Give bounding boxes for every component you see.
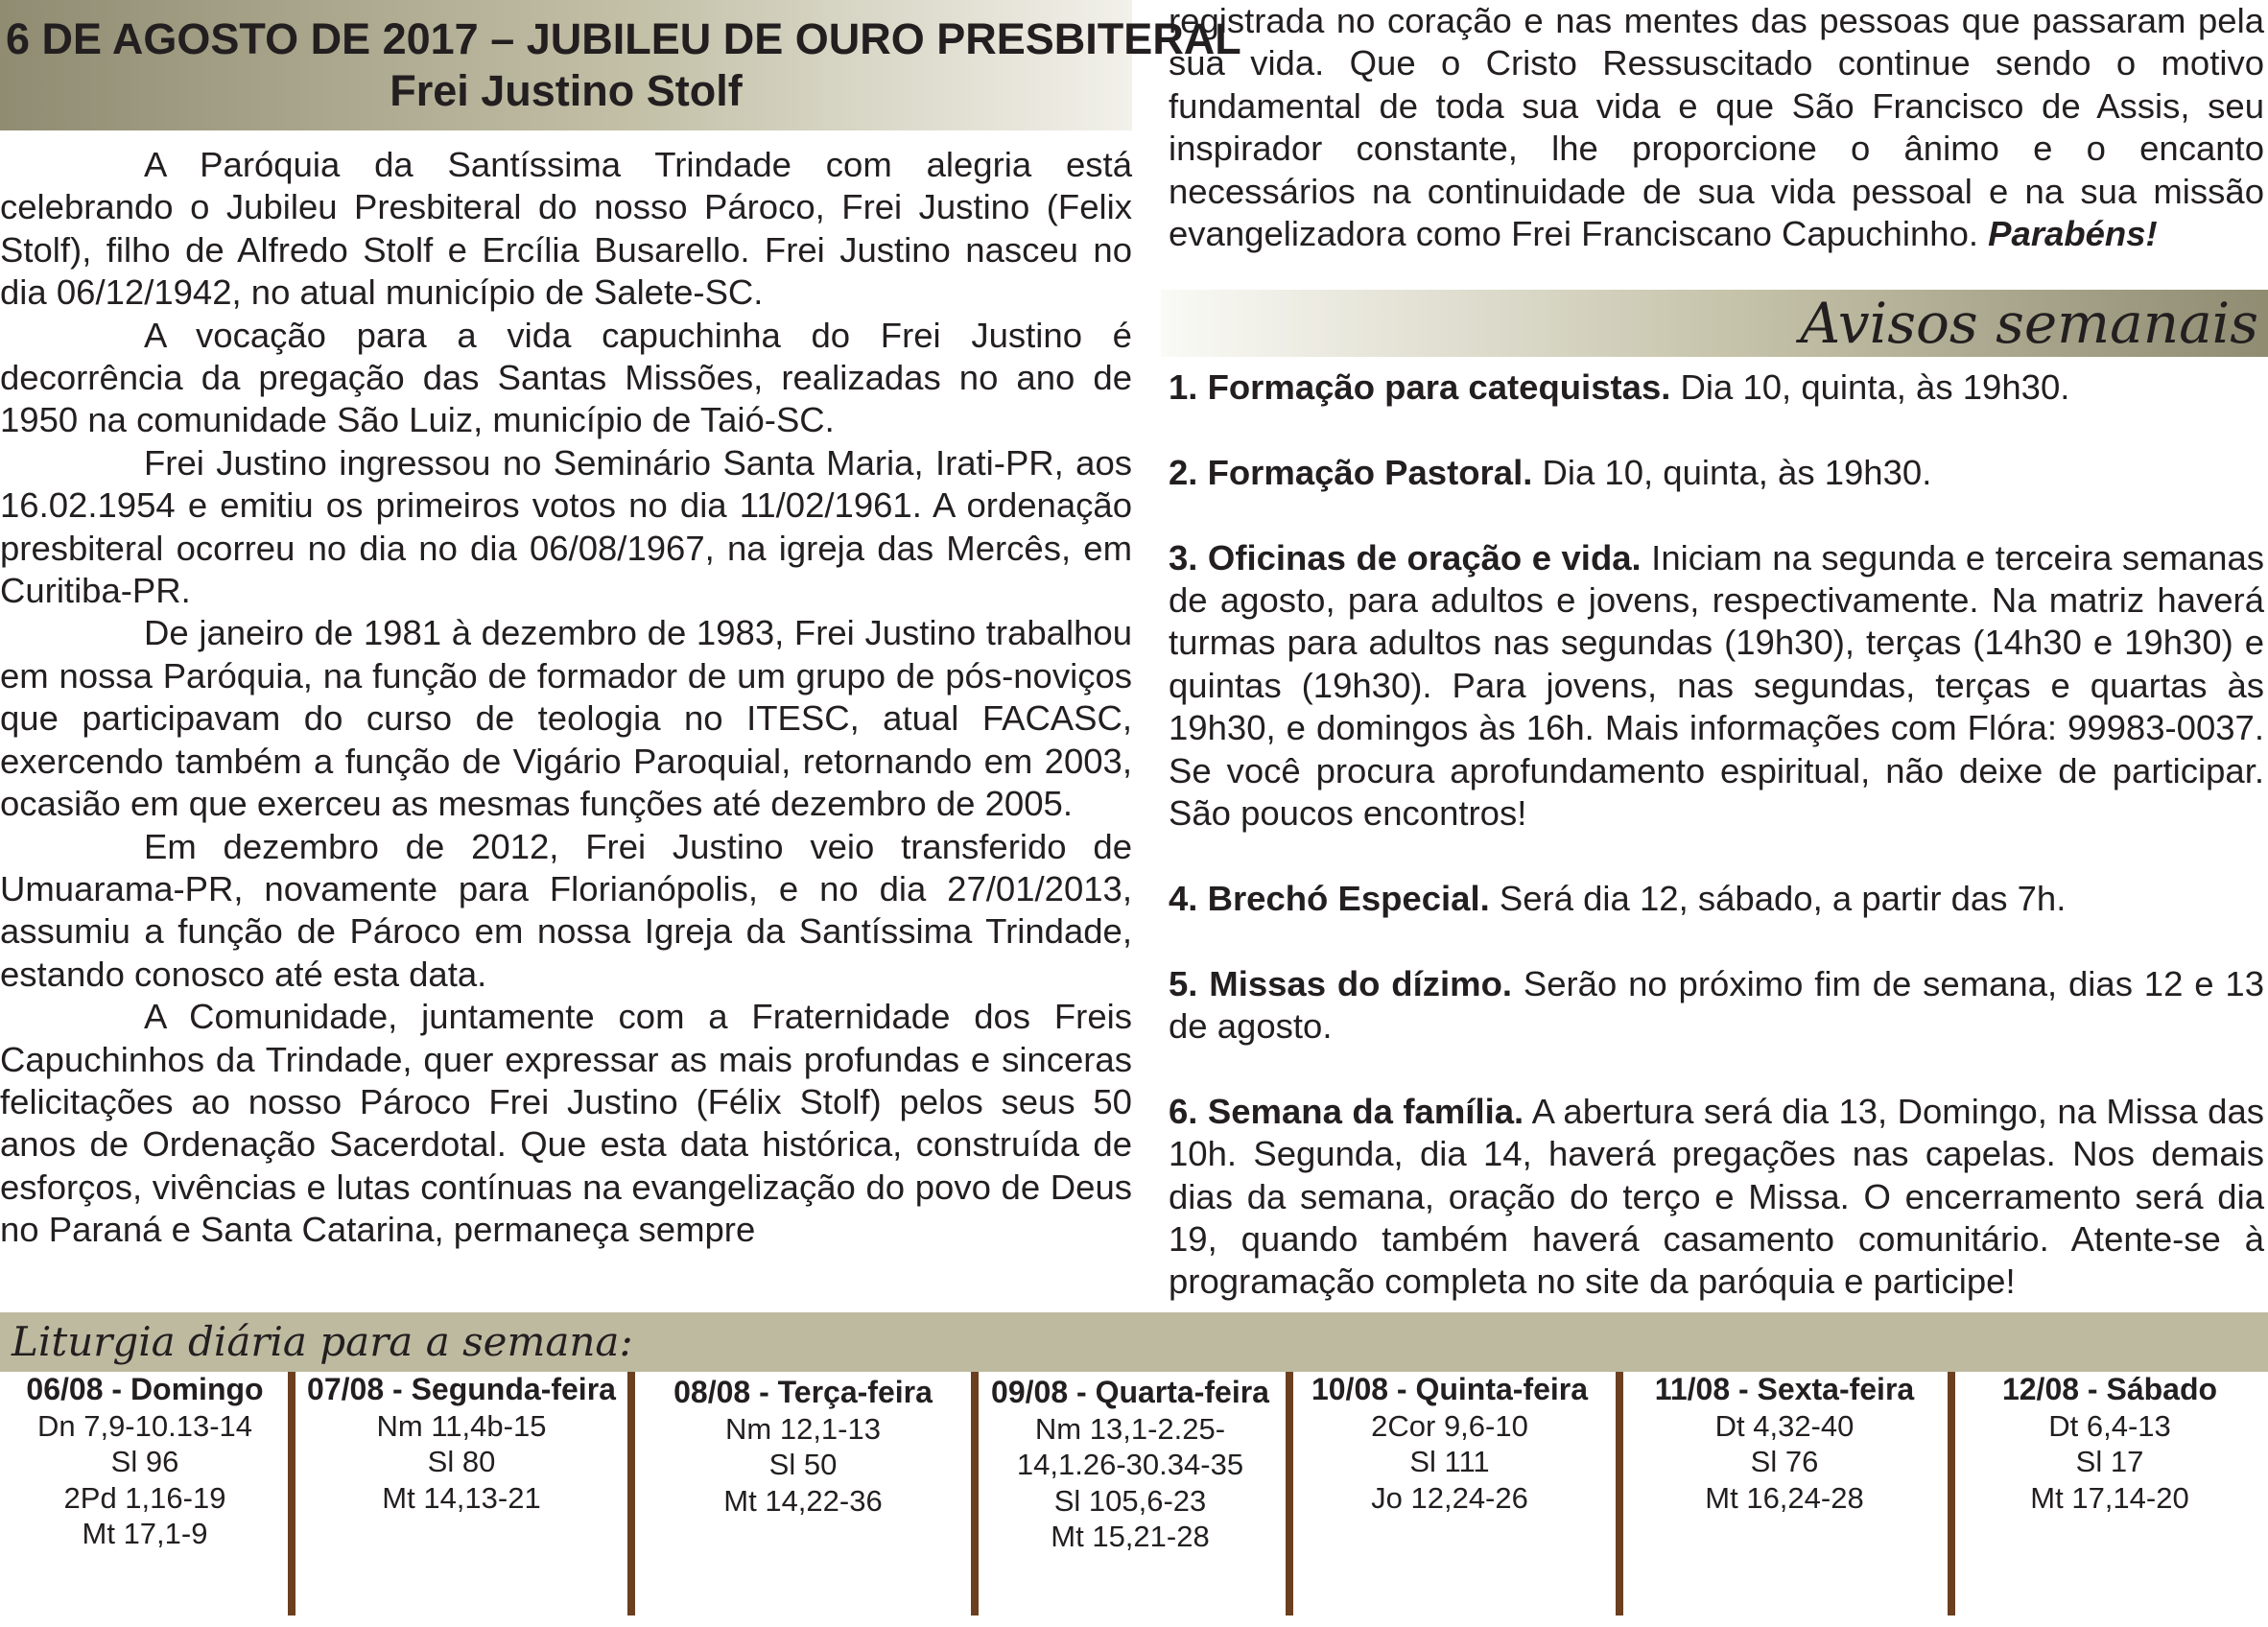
liturgy-reading: Dn 7,9-10.13-14 xyxy=(36,1408,253,1443)
aviso-heading: 1. Formação para catequistas. xyxy=(1169,367,1671,407)
liturgy-reading: 14,1.26-30.34-35 xyxy=(1016,1448,1244,1481)
aviso-text: A abertura será dia 13, Domingo, na Missa das 10h. Segunda, dia 14, haverá pregações nas capelas. Nos demais dias da semana, oração do terço e Missa. O encerramento será dia 19, quando também haverá casamento comunitário. Atente-se à programação completa no site da paróquia e participe! xyxy=(1169,1091,2264,1302)
article-paragraph: De janeiro de 1981 à dezembro de 1983, Frei Justino trabalhou em nossa Paróquia, na função de formador de um grupo de pós-noviços que participavam do curso de teologia no ITESC, atual FACASC, exercendo também a função de Vigário Paroquial, retornando em 2003, ocasião em que exerceu as mesmas funções até dezembro de 2005. xyxy=(0,613,1132,824)
article-paragraph: Em dezembro de 2012, Frei Justino veio transferido de Umuarama-PR, novamente para Florianópolis, e no dia 27/01/2013, assumiu a função de Pároco em nossa Igreja da Santíssima Trindade, estando conosco até esta data. xyxy=(0,826,1132,994)
aviso-item xyxy=(1169,366,2264,409)
liturgy-reading: 2Cor 9,6-10 xyxy=(1371,1408,1528,1443)
aviso-text: Serão no próximo fim de semana, dias 12 e 13 de agosto. xyxy=(1169,963,2264,1047)
liturgy-day xyxy=(977,1372,1284,1618)
liturgy-day xyxy=(0,1372,290,1615)
liturgy-reading: Mt 17,1-9 xyxy=(82,1517,208,1550)
day-separator xyxy=(1616,1372,1623,1615)
liturgy-day xyxy=(1291,1372,1608,1615)
aviso-item xyxy=(1169,452,2264,494)
aviso-heading: 2. Formação Pastoral. xyxy=(1169,452,1533,492)
article-closing: Parabéns! xyxy=(1988,214,2158,254)
aviso-item xyxy=(1169,878,2264,920)
liturgy-reading: Dt 4,32-40 xyxy=(1714,1408,1855,1443)
page-subtitle: Frei Justino Stolf xyxy=(390,66,743,115)
liturgy-header-band xyxy=(0,1312,2268,1372)
liturgy-reading: Sl 96 xyxy=(110,1445,179,1478)
liturgy-reading: Nm 12,1-13 xyxy=(725,1411,881,1446)
day-separator xyxy=(971,1372,979,1615)
day-separator xyxy=(288,1372,295,1615)
liturgy-title: Liturgia diária para a semana: xyxy=(12,1318,633,1365)
aviso-text: Será dia 12, sábado, a partir das 7h. xyxy=(1489,878,2067,918)
liturgy-reading: 2Pd 1,16-19 xyxy=(63,1480,226,1515)
avisos-list xyxy=(1169,366,2264,1346)
liturgy-day xyxy=(633,1372,973,1618)
aviso-item xyxy=(1169,963,2264,1049)
aviso-item xyxy=(1169,537,2264,836)
liturgy-reading: Mt 14,13-21 xyxy=(382,1480,541,1515)
aviso-text: Dia 10, quinta, às 19h30. xyxy=(1670,367,2070,407)
liturgy-day-heading: 10/08 - Quinta-feira xyxy=(1311,1372,1589,1406)
aviso-heading: 4. Brechó Especial. xyxy=(1169,878,1490,918)
aviso-text: Dia 10, quinta, às 19h30. xyxy=(1532,452,1932,492)
liturgy-day xyxy=(1621,1372,1948,1615)
liturgy-day xyxy=(1951,1372,2268,1615)
liturgy-reading: Mt 16,24-28 xyxy=(1705,1480,1864,1515)
liturgy-reading: Sl 111 xyxy=(1409,1445,1490,1478)
article-paragraph: A Comunidade, juntamente com a Fraternidade dos Freis Capuchinhos da Trindade, quer expressar as mais profundas e sinceras felicitações ao nosso Pároco Frei Justino (Félix Stolf) pelos seus 50 anos de Ordenação Sacerdotal. Que esta data histórica, construída de esforços, vivências e lutas contínuas na evangelização do povo de Deus no Paraná e Santa Catarina, permaneça sempre xyxy=(0,997,1132,1250)
liturgy-day xyxy=(294,1372,629,1615)
liturgy-reading: Jo 12,24-26 xyxy=(1371,1480,1528,1515)
liturgy-reading: Dt 6,4-13 xyxy=(2048,1408,2171,1443)
liturgy-reading: Nm 11,4b-15 xyxy=(376,1408,547,1443)
aviso-heading: 3. Oficinas de oração e vida. xyxy=(1169,537,1642,578)
liturgy-day-heading: 06/08 - Domingo xyxy=(26,1372,264,1406)
page-title: 6 DE AGOSTO DE 2017 – JUBILEU DE OURO PRESBITERAL xyxy=(6,14,1241,63)
liturgy-reading: Nm 13,1-2.25- xyxy=(1034,1411,1226,1446)
aviso-heading: 5. Missas do dízimo. xyxy=(1169,963,1513,1003)
liturgy-reading: Mt 15,21-28 xyxy=(1051,1520,1210,1553)
aviso-text: Iniciam na segunda e terceira semanas de agosto, para adultos e jovens, respectivamente. Na matriz haverá turmas para adultos nas segundas (19h30), terças (14h30 e 19h30) e quintas (19h30). Para jovens, nas segundas, terças e quartas às 19h30, e domingos às 16h. Mais informações com Flóra: 99983-0037. Se você procura aprofundamento espiritual, não deixe de participar. São poucos encontros! xyxy=(1169,537,2264,834)
liturgy-reading: Sl 105,6-23 xyxy=(1053,1483,1207,1518)
article-paragraph: A vocação para a vida capuchinha do Frei Justino é decorrência da pregação das Santas Missões, realizadas no ano de 1950 na comunidade São Luiz, município de Taió-SC. xyxy=(0,315,1132,440)
avisos-header-band xyxy=(1161,290,2268,357)
article-paragraph: Frei Justino ingressou no Seminário Santa Maria, Irati-PR, aos 16.02.1954 e emitiu os primeiros votos no dia 11/02/1961. A ordenação presbiteral ocorreu no dia no dia 06/08/1967, na igreja das Mercês, em Curitiba-PR. xyxy=(0,442,1132,611)
liturgy-reading: Sl 76 xyxy=(1750,1445,1819,1478)
article-body xyxy=(0,144,1132,1252)
article-paragraph: A Paróquia da Santíssima Trindade com alegria está celebrando o Jubileu Presbiteral do nosso Pároco, Frei Justino (Felix Stolf), filho de Alfredo Stolf e Ercília Busarello. Frei Justino nasceu no dia 06/12/1942, no atual município de Salete-SC. xyxy=(0,145,1132,313)
liturgy-day-heading: 07/08 - Segunda-feira xyxy=(307,1372,616,1406)
liturgy-day-heading: 09/08 - Quarta-feira xyxy=(991,1375,1269,1409)
liturgy-reading: Sl 17 xyxy=(2075,1445,2144,1478)
liturgy-day-heading: 12/08 - Sábado xyxy=(2001,1372,2218,1406)
day-separator xyxy=(627,1372,635,1615)
liturgy-day-heading: 11/08 - Sexta-feira xyxy=(1654,1372,1915,1406)
liturgy-reading: Sl 50 xyxy=(768,1448,838,1481)
day-separator xyxy=(1286,1372,1293,1615)
liturgy-reading: Mt 14,22-36 xyxy=(723,1483,883,1518)
article-continuation xyxy=(1169,0,2264,255)
aviso-item xyxy=(1169,1091,2264,1304)
liturgy-days xyxy=(0,1372,2268,1615)
article-continuation-text: registrada no coração e nas mentes das pessoas que passaram pela sua vida. Que o Cristo Ressuscitado continue sendo o motivo fundamental de toda sua vida e que São Francisco de Assis, seu inspirador constante, lhe proporcione o ânimo e o encanto necessários na continuidade de sua vida pessoal e na sua missão evangelizadora como Frei Franciscano Capuchinho. xyxy=(1169,1,2264,254)
liturgy-reading: Mt 17,14-20 xyxy=(2030,1480,2189,1515)
aviso-heading: 6. Semana da família. xyxy=(1169,1091,1524,1131)
avisos-title: Avisos semanais xyxy=(1800,291,2258,356)
day-separator xyxy=(1948,1372,1955,1615)
liturgy-reading: Sl 80 xyxy=(427,1445,496,1478)
header-band xyxy=(0,0,1241,130)
liturgy-day-heading: 08/08 - Terça-feira xyxy=(673,1375,933,1409)
